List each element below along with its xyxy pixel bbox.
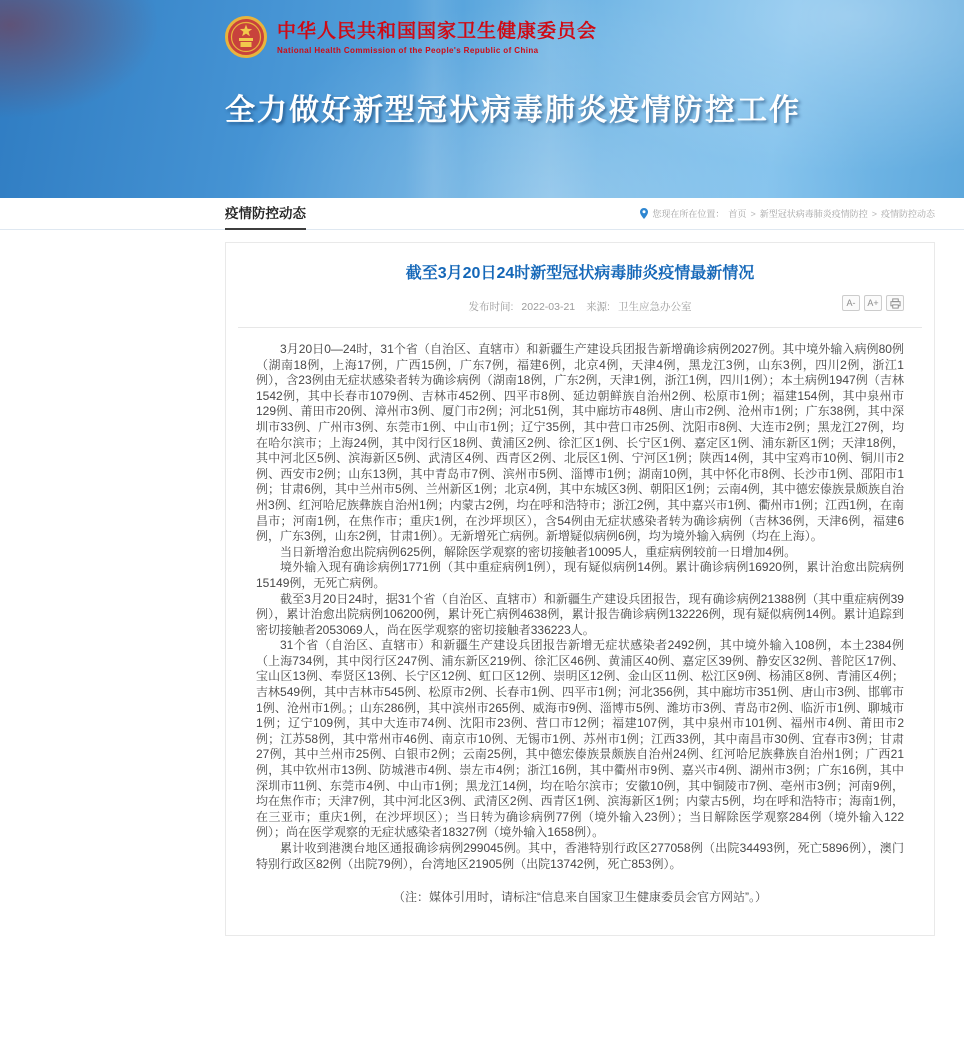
publish-time-label: 发布时间: — [468, 301, 514, 313]
paragraph-imported-cases: 境外输入现有确诊病例1771例（其中重症病例1例），现有疑似病例14例。累计确诊病例16920例，累计治愈出院病例15149例，无死亡病例。 — [256, 560, 904, 590]
nav-bar — [0, 198, 964, 230]
breadcrumb-prefix: 您现在所在位置： — [652, 209, 725, 219]
article-body — [256, 342, 904, 872]
banner-title: 全力做好新型冠状病毒肺炎疫情防控工作 — [225, 94, 801, 127]
breadcrumb-separator: > — [750, 208, 756, 219]
printer-icon — [890, 298, 901, 309]
paragraph-daily-recovered: 当日新增治愈出院病例625例，解除医学观察的密切接触者10095人，重症病例较前一日增加4例。 — [280, 544, 797, 559]
header-banner — [0, 0, 964, 198]
article-card — [225, 242, 935, 936]
site-name: 中华人民共和国国家卫生健康委员会 — [277, 20, 598, 42]
source-label: 来源: — [586, 301, 610, 313]
paragraph-daily-confirmed: 3月20日0—24时，31个省（自治区、直辖市）和新疆生产建设兵团报告新增确诊病例2027例。其中境外输入病例80例（湖南18例，上海17例，广西15例，广东7例，福建6例，北京4例，天津4例，黑龙江3例，山东3例，四川2例，浙江1例），含23例由无症状感染者转为确诊病例（湖南18例，广东2例，天津1例，浙江1例，四川1例）；本土病例1947例（吉林1542例，其中长春市1079例、吉林市452例、四平市8例、延边朝鲜族自治州2例、松原市1例；福建154例，其中泉州市129例、莆田市20例、漳州市3例、厦门市2例；河北51例，其中廊坊市48例、唐山市2例、沧州市1例；广东38例，其中深圳市33例、广州市3例、东莞市1例、中山市1例；辽宁35例，其中营口市25例、沈阳市8例、大连市2例；黑龙江27例，均在哈尔滨市；上海24例，其中闵行区18例、黄浦区2例、徐汇区1例、长宁区1例、嘉定区1例、浦东新区1例；天津18例，其中河北区5例、滨海新区5例、武清区4例、西青区2例、北辰区1例、宁河区1例；陕西14例，其中宝鸡市10例、铜川市2例、西安市2例；山东13例，其中青岛市7例、滨州市5例、淄博市1例；湖南10例，其中怀化市8例、长沙市1例、邵阳市1例；甘肃6例，其中兰州市5例、兰州新区1例；北京4例，其中东城区3例、朝阳区1例；云南4例，其中德宏傣族景颇族自治州3例、红河哈尼族彝族自治州1例；内蒙古2例，均在呼和浩特市；浙江2例，其中嘉兴市1例、衢州市1例；江西1例，在南昌市；河南1例，在焦作市；重庆1例，在沙坪坝区），含54例由无症状感染者转为确诊病例（吉林36例，天津6例，福建6例，广东3例，山东2例，甘肃1例）。无新增死亡病例。新增疑似病例6例，均为境外输入病例（均在上海）。 — [256, 342, 904, 544]
location-pin-icon — [640, 208, 648, 219]
breadcrumb-separator: > — [871, 208, 877, 219]
site-name-en: National Health Commission of the People's Republic of China — [277, 45, 539, 55]
print-button[interactable] — [886, 295, 904, 311]
article-title: 截至3月20日24时新型冠状病毒肺炎疫情最新情况 — [405, 265, 755, 282]
paragraph-hk-macau-taiwan: 累计收到港澳台地区通报确诊病例299045例。其中，香港特别行政区277058例（出院34493例，死亡5896例），澳门特别行政区82例（出院79例），台湾地区21905例（出院13742例，死亡853例）。 — [256, 841, 904, 871]
citation-note: （注：媒体引用时，请标注“信息来自国家卫生健康委员会官方网站”。） — [393, 890, 767, 905]
breadcrumb — [640, 207, 935, 220]
article-toolbar — [842, 295, 904, 311]
paragraph-asymptomatic-cases: 31个省（自治区、直辖市）和新疆生产建设兵团报告新增无症状感染者2492例，其中境外输入108例，本土2384例（上海734例，其中闵行区247例、浦东新区219例、徐汇区46例、黄浦区40例、嘉定区39例、静安区32例、普陀区17例、宝山区13例、奉贤区13例、长宁区12例、虹口区12例、崇明区12例、金山区11例、松江区9例、杨浦区8例、青浦区4例；吉林549例，其中吉林市545例、松原市2例、长春市1例、四平市1例；河北356例，其中廊坊市351例、唐山市3例、邯郸市1例、沧州市1例。；山东286例，其中滨州市265例、威海市9例、淄博市5例、潍坊市3例、青岛市2例、临沂市1例、聊城市1例；辽宁109例，其中大连市74例、沈阳市23例、营口市12例；福建107例，其中泉州市101例、福州市4例、莆田市2例；江苏58例，其中常州市46例、南京市10例、无锡市1例、苏州市1例；江西33例，其中南昌市30例、宜春市3例；甘肃27例，其中兰州市25例、白银市2例；云南25例，其中德宏傣族景颇族自治州24例、红河哈尼族彝族自治州1例；广西21例，其中钦州市13例、防城港市4例、崇左市4例；浙江16例，其中衢州市9例、嘉兴市4例、湖州市3例；广东16例，其中深圳市11例、东莞市4例、中山市1例；黑龙江14例，均在哈尔滨市；安徽10例，其中铜陵市7例、亳州市3例；河南9例，均在焦作市；天津7例，其中河北区3例、武清区2例、西青区1例、滨海新区1例；内蒙古5例，均在呼和浩特市；海南1例，在三亚市；重庆1例，在沙坪坝区）；当日转为确诊病例77例（境外输入23例）；当日解除医学观察284例（境外输入122例）；尚在医学观察的无症状感染者18327例（境外输入1658例）。 — [256, 638, 904, 840]
national-emblem-icon — [225, 16, 267, 58]
font-increase-button[interactable]: A+ — [864, 295, 882, 311]
breadcrumb-home[interactable]: 首页 — [728, 209, 747, 219]
publish-time-value: 2022-03-21 — [521, 301, 576, 313]
breadcrumb-section[interactable]: 新型冠状病毒肺炎疫情防控 — [759, 209, 868, 219]
source-value: 卫生应急办公室 — [617, 301, 692, 313]
breadcrumb-current[interactable]: 疫情防控动态 — [880, 209, 935, 219]
font-decrease-button[interactable]: A- — [842, 295, 860, 311]
paragraph-cumulative-totals: 截至3月20日24时，据31个省（自治区、直辖市）和新疆生产建设兵团报告，现有确诊病例21388例（其中重症病例39例），累计治愈出院病例106200例，累计死亡病例4638例，累计报告确诊病例132226例，现有疑似病例14例。累计追踪到密切接触者2053069人，尚在医学观察的密切接触者336223人。 — [256, 591, 904, 637]
article-meta — [465, 301, 696, 313]
title-divider — [238, 327, 922, 328]
site-logo[interactable] — [225, 16, 964, 58]
tab-epidemic-updates[interactable]: 疫情防控动态 — [225, 199, 306, 230]
